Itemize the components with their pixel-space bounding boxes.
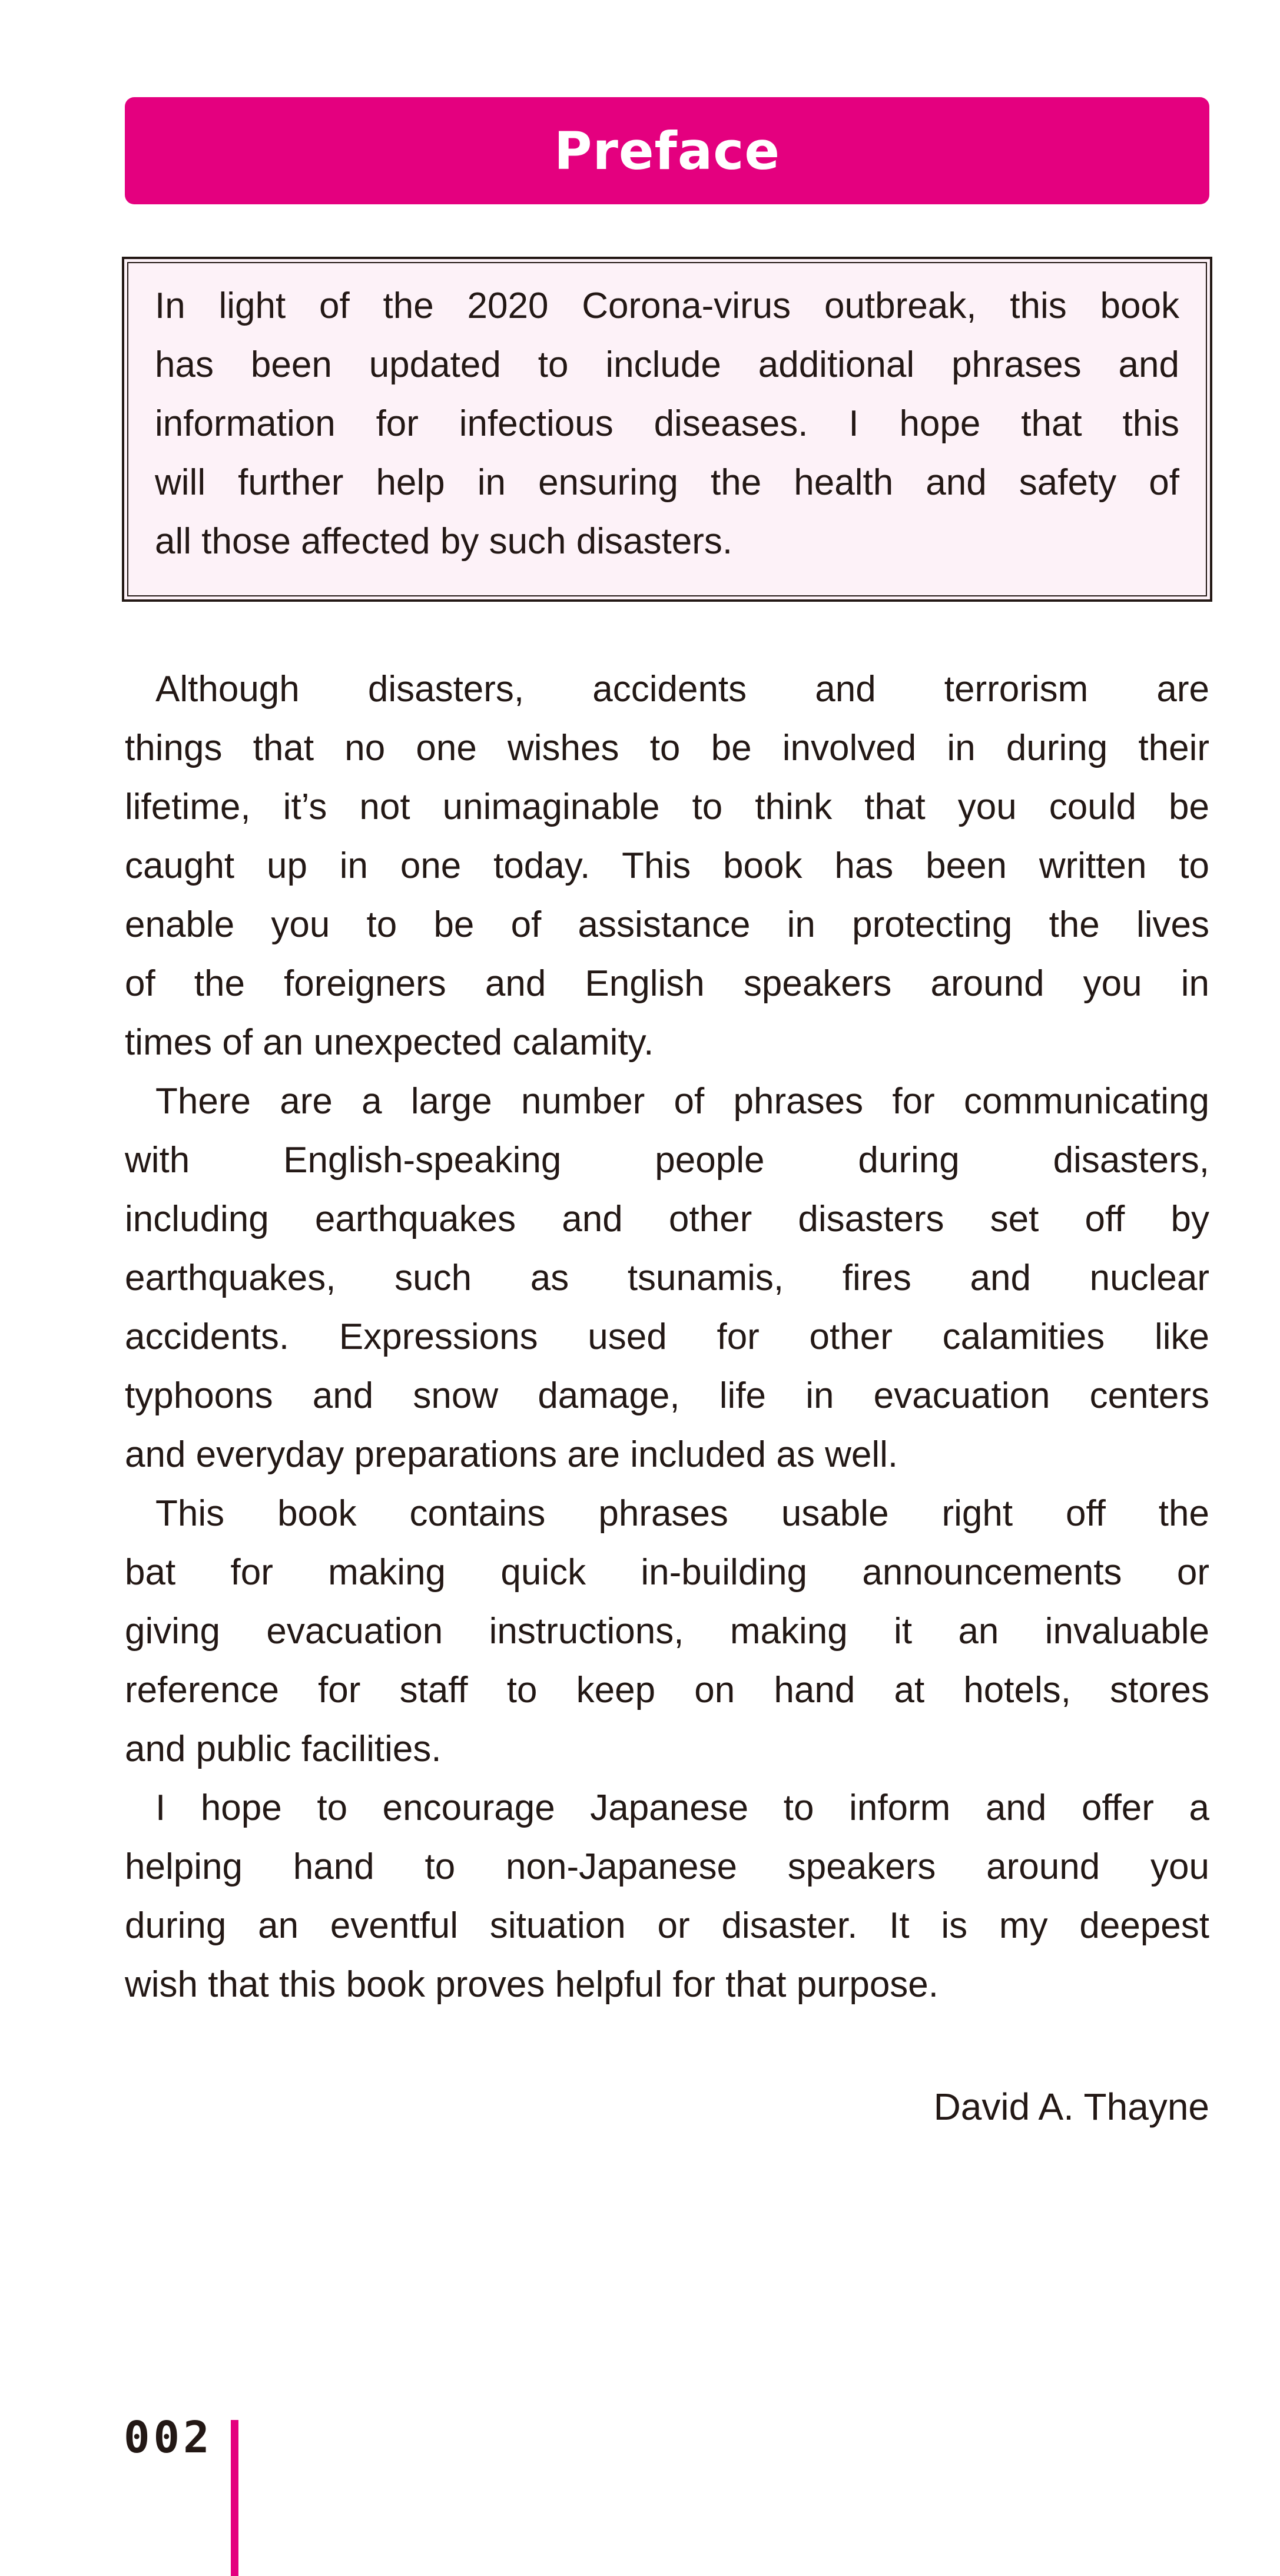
- paragraph-line: reference for staff to keep on hand at hotels, stores: [125, 1670, 1209, 1710]
- paragraph: [125, 1072, 1209, 1484]
- paragraph-line: earthquakes, such as tsunamis, fires and nuclear: [125, 1258, 1209, 1298]
- notice-line: information for infectious diseases. I hope that this: [155, 403, 1179, 444]
- paragraph-line: during an eventful situation or disaster. It is my deepest: [125, 1905, 1209, 1946]
- page-number-rule: [231, 2420, 238, 2576]
- author-signature: David A. Thayne: [933, 2086, 1209, 2128]
- paragraph-line: caught up in one today. This book has been written to: [125, 846, 1209, 886]
- paragraph-line: I hope to encourage Japanese to inform and offer a: [155, 1788, 1209, 1828]
- paragraph: [125, 660, 1209, 1072]
- paragraph-line: helping hand to non-Japanese speakers around you: [125, 1846, 1209, 1887]
- paragraph-line: bat for making quick in-building announcements or: [125, 1552, 1209, 1593]
- paragraph-line: including earthquakes and other disasters set off by: [125, 1199, 1209, 1239]
- notice-text: [155, 277, 1179, 571]
- paragraph-line: Although disasters, accidents and terrorism are: [155, 669, 1209, 710]
- preface-title-banner: [125, 97, 1209, 204]
- paragraph-line: and public facilities.: [125, 1729, 442, 1769]
- paragraph-line: giving evacuation instructions, making it an invaluable: [125, 1611, 1209, 1652]
- paragraph-line: things that no one wishes to be involved in during their: [125, 728, 1209, 768]
- paragraph-line: This book contains phrases usable right off the: [155, 1493, 1209, 1534]
- paragraph-line: with English-speaking people during disasters,: [125, 1140, 1209, 1181]
- paragraph-line: typhoons and snow damage, life in evacuation centers: [125, 1375, 1209, 1416]
- covid-update-notice-box: [122, 257, 1212, 602]
- notice-line: will further help in ensuring the health and safety of: [155, 462, 1179, 503]
- notice-line: has been updated to include additional phrases and: [155, 344, 1179, 385]
- preface-body: [125, 660, 1209, 2014]
- page-number: 002: [124, 2412, 213, 2463]
- paragraph-line: times of an unexpected calamity.: [125, 1022, 654, 1063]
- paragraph: [125, 1779, 1209, 2014]
- paragraph-line: enable you to be of assistance in protecting the lives: [125, 904, 1209, 945]
- paragraph: [125, 1484, 1209, 1779]
- notice-line: In light of the 2020 Corona-virus outbreak, this book: [155, 286, 1179, 326]
- paragraph-line: of the foreigners and English speakers around you in: [125, 963, 1209, 1004]
- paragraph-line: and everyday preparations are included as well.: [125, 1434, 898, 1475]
- notice-line: all those affected by such disasters.: [155, 521, 733, 562]
- paragraph-line: wish that this book proves helpful for that purpose.: [125, 1964, 939, 2005]
- paragraph-line: accidents. Expressions used for other calamities like: [125, 1317, 1209, 1357]
- paragraph-line: There are a large number of phrases for communicating: [155, 1081, 1209, 1122]
- paragraph-line: lifetime, it’s not unimaginable to think that you could be: [125, 787, 1209, 827]
- page-title: Preface: [553, 120, 781, 181]
